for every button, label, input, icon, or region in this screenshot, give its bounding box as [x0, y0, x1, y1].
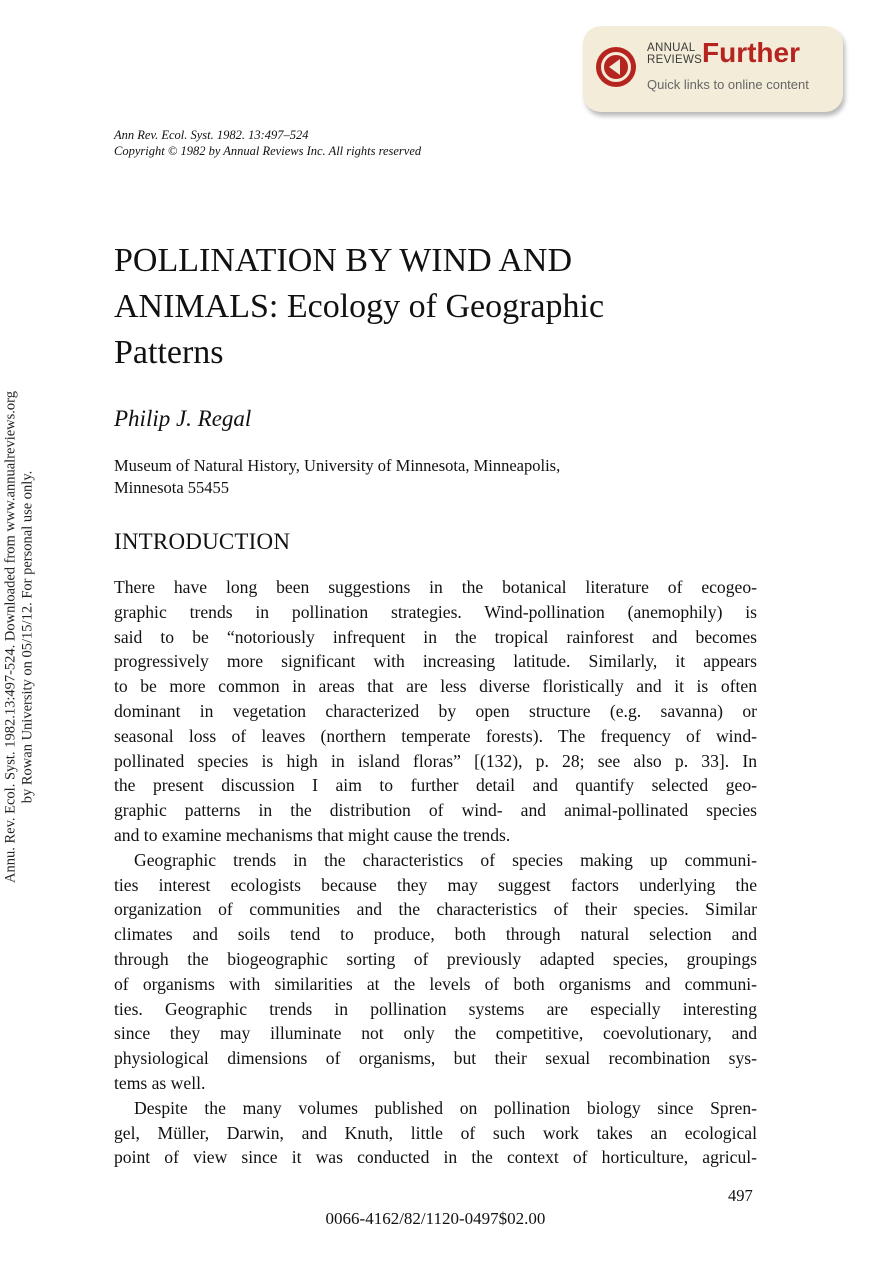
body-line: Geographic trends in the characteristics of species making up communi-	[134, 849, 757, 870]
body-line: ties. Geographic trends in pollination systems are especially interesting	[114, 998, 757, 1019]
play-arrow-icon	[595, 46, 637, 88]
author-name: Philip J. Regal	[114, 406, 252, 431]
body-line: the present discussion I aim to further detail and quantify selected geo-	[114, 775, 757, 796]
body-line: organization of communities and the characteristics of their species. Similar	[114, 899, 757, 920]
body-line: since they may illuminate not only the competitive, coevolutionary, and	[114, 1023, 757, 1044]
page-number: 497	[728, 1186, 753, 1205]
download-note	[0, 350, 48, 925]
badge-annual-label: ANNUAL	[647, 42, 696, 54]
badge-further-label: Further	[702, 37, 800, 68]
body-line: ties interest ecologists because they may suggest factors underlying the	[114, 874, 757, 895]
download-note-line-1: Annu. Rev. Ecol. Syst. 1982.13:497-524. Downloaded from www.annualreviews.org	[2, 391, 19, 883]
affiliation-line: Museum of Natural History, University of Minnesota, Minneapolis,	[114, 456, 561, 475]
body-line: graphic patterns in the distribution of wind- and animal-pollinated species	[114, 800, 757, 821]
body-line: gel, Müller, Darwin, and Knuth, little of such work takes an ecological	[114, 1122, 757, 1143]
annual-reviews-further-badge[interactable]	[583, 26, 843, 112]
journal-citation	[114, 127, 421, 159]
download-note-line-2: by Rowan University on 05/15/12. For personal use only.	[19, 470, 36, 804]
body-line: through the biogeographic sorting of previously adapted species, groupings	[114, 948, 757, 969]
body-line: Despite the many volumes published on pollination biology since Spren-	[134, 1097, 757, 1118]
copyright-line: Copyright © 1982 by Annual Reviews Inc. All rights reserved	[114, 144, 422, 158]
body-line: climates and soils tend to produce, both through natural selection and	[114, 924, 757, 945]
body-line: seasonal loss of leaves (northern temperate forests). The frequency of wind-	[114, 725, 757, 746]
body-line: progressively more significant with increasing latitude. Similarly, it appears	[114, 651, 757, 672]
body-line: to be more common in areas that are less diverse floristically and it is often	[114, 676, 757, 697]
citation-line: Ann Rev. Ecol. Syst. 1982. 13:497–524	[114, 128, 309, 142]
body-line: of organisms with similarities at the levels of both organisms and communi-	[114, 973, 757, 994]
issn-code: 0066-4162/82/1120-0497$02.00	[325, 1209, 546, 1228]
body-line: and to examine mechanisms that might cause the trends.	[114, 824, 511, 845]
section-heading: INTRODUCTION	[114, 529, 291, 554]
title-line: ANIMALS: Ecology of Geographic	[114, 288, 605, 325]
article-title	[114, 238, 604, 376]
body-line: There have long been suggestions in the botanical literature of ecogeo-	[114, 577, 757, 597]
body-line: tems as well.	[114, 1072, 206, 1093]
body-line: pollinated species is high in island floras” [(132), p. 28; see also p. 33]. In	[114, 750, 757, 771]
badge-quick-links-text[interactable]: Quick links to online content	[647, 77, 809, 92]
body-line: graphic trends in pollination strategies. Wind-pollination (anemophily) is	[114, 601, 757, 622]
body-line: physiological dimensions of organisms, but their sexual recombination sys-	[114, 1048, 757, 1069]
body-line: point of view since it was conducted in the context of horticulture, agricul-	[114, 1147, 757, 1168]
body-line: said to be “notoriously infrequent in the tropical rainforest and becomes	[114, 626, 757, 647]
title-line: POLLINATION BY WIND AND	[114, 242, 573, 279]
body-line: dominant in vegetation characterized by open structure (e.g. savanna) or	[114, 700, 757, 721]
author-affiliation	[114, 455, 714, 499]
body-text	[114, 575, 757, 1170]
title-line: Patterns	[114, 334, 224, 371]
badge-reviews-label: REVIEWS	[647, 54, 703, 66]
affiliation-line: Minnesota 55455	[114, 478, 230, 497]
